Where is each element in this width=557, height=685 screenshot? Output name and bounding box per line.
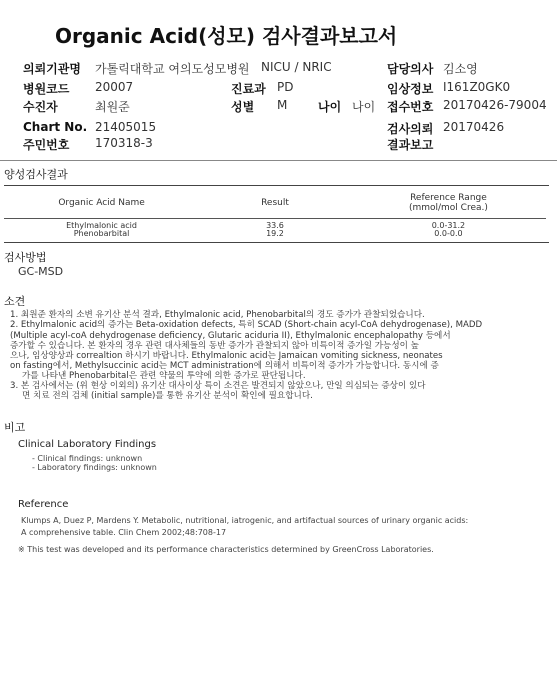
chart-no-value: 21405015 — [95, 120, 157, 134]
reference-line: A comprehensive table. Clin Chem 2002;48:708-17 — [21, 528, 227, 537]
acid-name: Ethylmalonic acid — [66, 220, 137, 230]
opinion-line: 3. 본 검사에서는 (위 현상 이외의) 유기산 대사이상 특이 소견은 발견되지 않았으나, 만일 의심되는 증상이 있다 — [10, 381, 426, 391]
resident-no-label: 주민번호 — [23, 138, 70, 152]
acid-name: Phenobarbital — [73, 228, 130, 238]
method-value: GC-MSD — [18, 265, 64, 278]
patient-label: 수진자 — [23, 100, 58, 114]
opinion-line: 2. Ethylmalonic acid의 증가는 Beta-oxidation defects, 특히 SCAD (Short-chain acyl-CoA dehydrogenase), MADD — [10, 320, 483, 330]
doctor-value: 김소영 — [443, 62, 478, 76]
sex-label: 성별 — [231, 100, 255, 114]
receipt-no-value: 20170426-79004 — [443, 98, 547, 112]
reference-line: Klumps A, Duez P, Mardens Y. Metabolic, nutritional, iatrogenic, and artifactual sources of urinary organic acids: — [21, 516, 469, 525]
sex-value: M — [277, 98, 288, 112]
department-label: 진료과 — [231, 82, 266, 96]
age-label: 나이 — [318, 100, 342, 114]
reference-range: 0.0-31.2 — [431, 220, 466, 230]
reference-title: Reference — [18, 499, 69, 510]
page-title: Organic Acid(성모) 검사결과보고서 — [55, 24, 398, 48]
hospital-code-label: 병원코드 — [23, 82, 70, 96]
results-table — [4, 188, 546, 238]
positive-section-title: 양성검사결과 — [4, 168, 68, 181]
opinion-title: 소견 — [4, 295, 26, 308]
age-value: 나이 — [352, 100, 376, 114]
clinical-info-value: I161Z0GK0 — [443, 80, 511, 94]
remarks-item: - Laboratory findings: unknown — [32, 463, 157, 472]
resident-no-value: 170318-3 — [95, 136, 153, 150]
request-date-label: 검사의뢰 — [387, 122, 434, 136]
report-label: 결과보고 — [387, 138, 434, 152]
method-title: 검사방법 — [4, 251, 47, 264]
patient-value: 최원준 — [95, 100, 130, 114]
hospital-code-value: 20007 — [95, 80, 134, 94]
department-value: PD — [277, 80, 294, 94]
ward-value: NICU / NRIC — [261, 60, 332, 74]
request-date-value: 20170426 — [443, 120, 505, 134]
lab-note: ※ This test was developed and its performance characteristics determined by GreenCross Laboratories. — [18, 545, 434, 554]
divider — [4, 185, 549, 186]
opinion-line: 1. 최원준 환자의 소변 유기산 분석 결과, Ethylmalonic acid, Phenobarbital의 경도 증가가 관찰되었습니다. — [10, 310, 425, 320]
opinion-line: (Multiple acyl-coA dehydrogenase deficiency, Glutaric aciduria II), Ethylmalonic encephalopathy 등에서 — [10, 331, 451, 341]
remarks-item: - Clinical findings: unknown — [32, 454, 143, 463]
remarks-subtitle: Clinical Laboratory Findings — [18, 439, 157, 450]
reference-range: 0.0-0.0 — [434, 228, 463, 238]
opinion-line: 가를 나타낸 Phenobarbital은 관련 약물의 투약에 의한 증가로 판단됩니다. — [22, 371, 306, 381]
table-row — [4, 218, 546, 230]
divider — [0, 160, 557, 161]
opinion-line: on fasting에서, Methylsuccinic acid는 MCT administration에 의해서 비특이적 증가가 가능합니다. 동시에 증 — [10, 361, 439, 371]
chart-no-label: Chart No. — [23, 120, 88, 134]
doctor-label: 담당의사 — [387, 62, 434, 76]
result-value: 33.6 — [266, 220, 284, 230]
column-header: Reference Range (mmol/mol Crea.) — [408, 192, 488, 213]
opinion-line: 면 치료 전의 검체 (initial sample)를 통한 유기산 분석이 확인에 필요합니다. — [22, 391, 313, 401]
column-header: Organic Acid Name — [58, 197, 145, 208]
result-value: 19.2 — [266, 228, 284, 238]
column-header: Result — [261, 197, 289, 208]
institution-value: 가톨릭대학교 여의도성모병원 — [95, 62, 250, 76]
divider — [4, 242, 549, 243]
receipt-no-label: 접수번호 — [387, 100, 434, 114]
clinical-info-label: 임상정보 — [387, 82, 434, 96]
opinion-line: 증가할 수 있습니다. 본 환자의 경우 관련 대사체들의 동반 증가가 관찰되지 않아 비특이적 증가일 가능성이 높 — [10, 341, 419, 351]
opinion-line: 으나, 임상양상과 correaltion 하시기 바랍니다. Ethylmalonic acid는 Jamaican vomiting sickness, neonates — [10, 351, 443, 361]
table-row — [4, 230, 546, 238]
institution-label: 의뢰기관명 — [23, 62, 81, 76]
remarks-title: 비고 — [4, 421, 26, 434]
